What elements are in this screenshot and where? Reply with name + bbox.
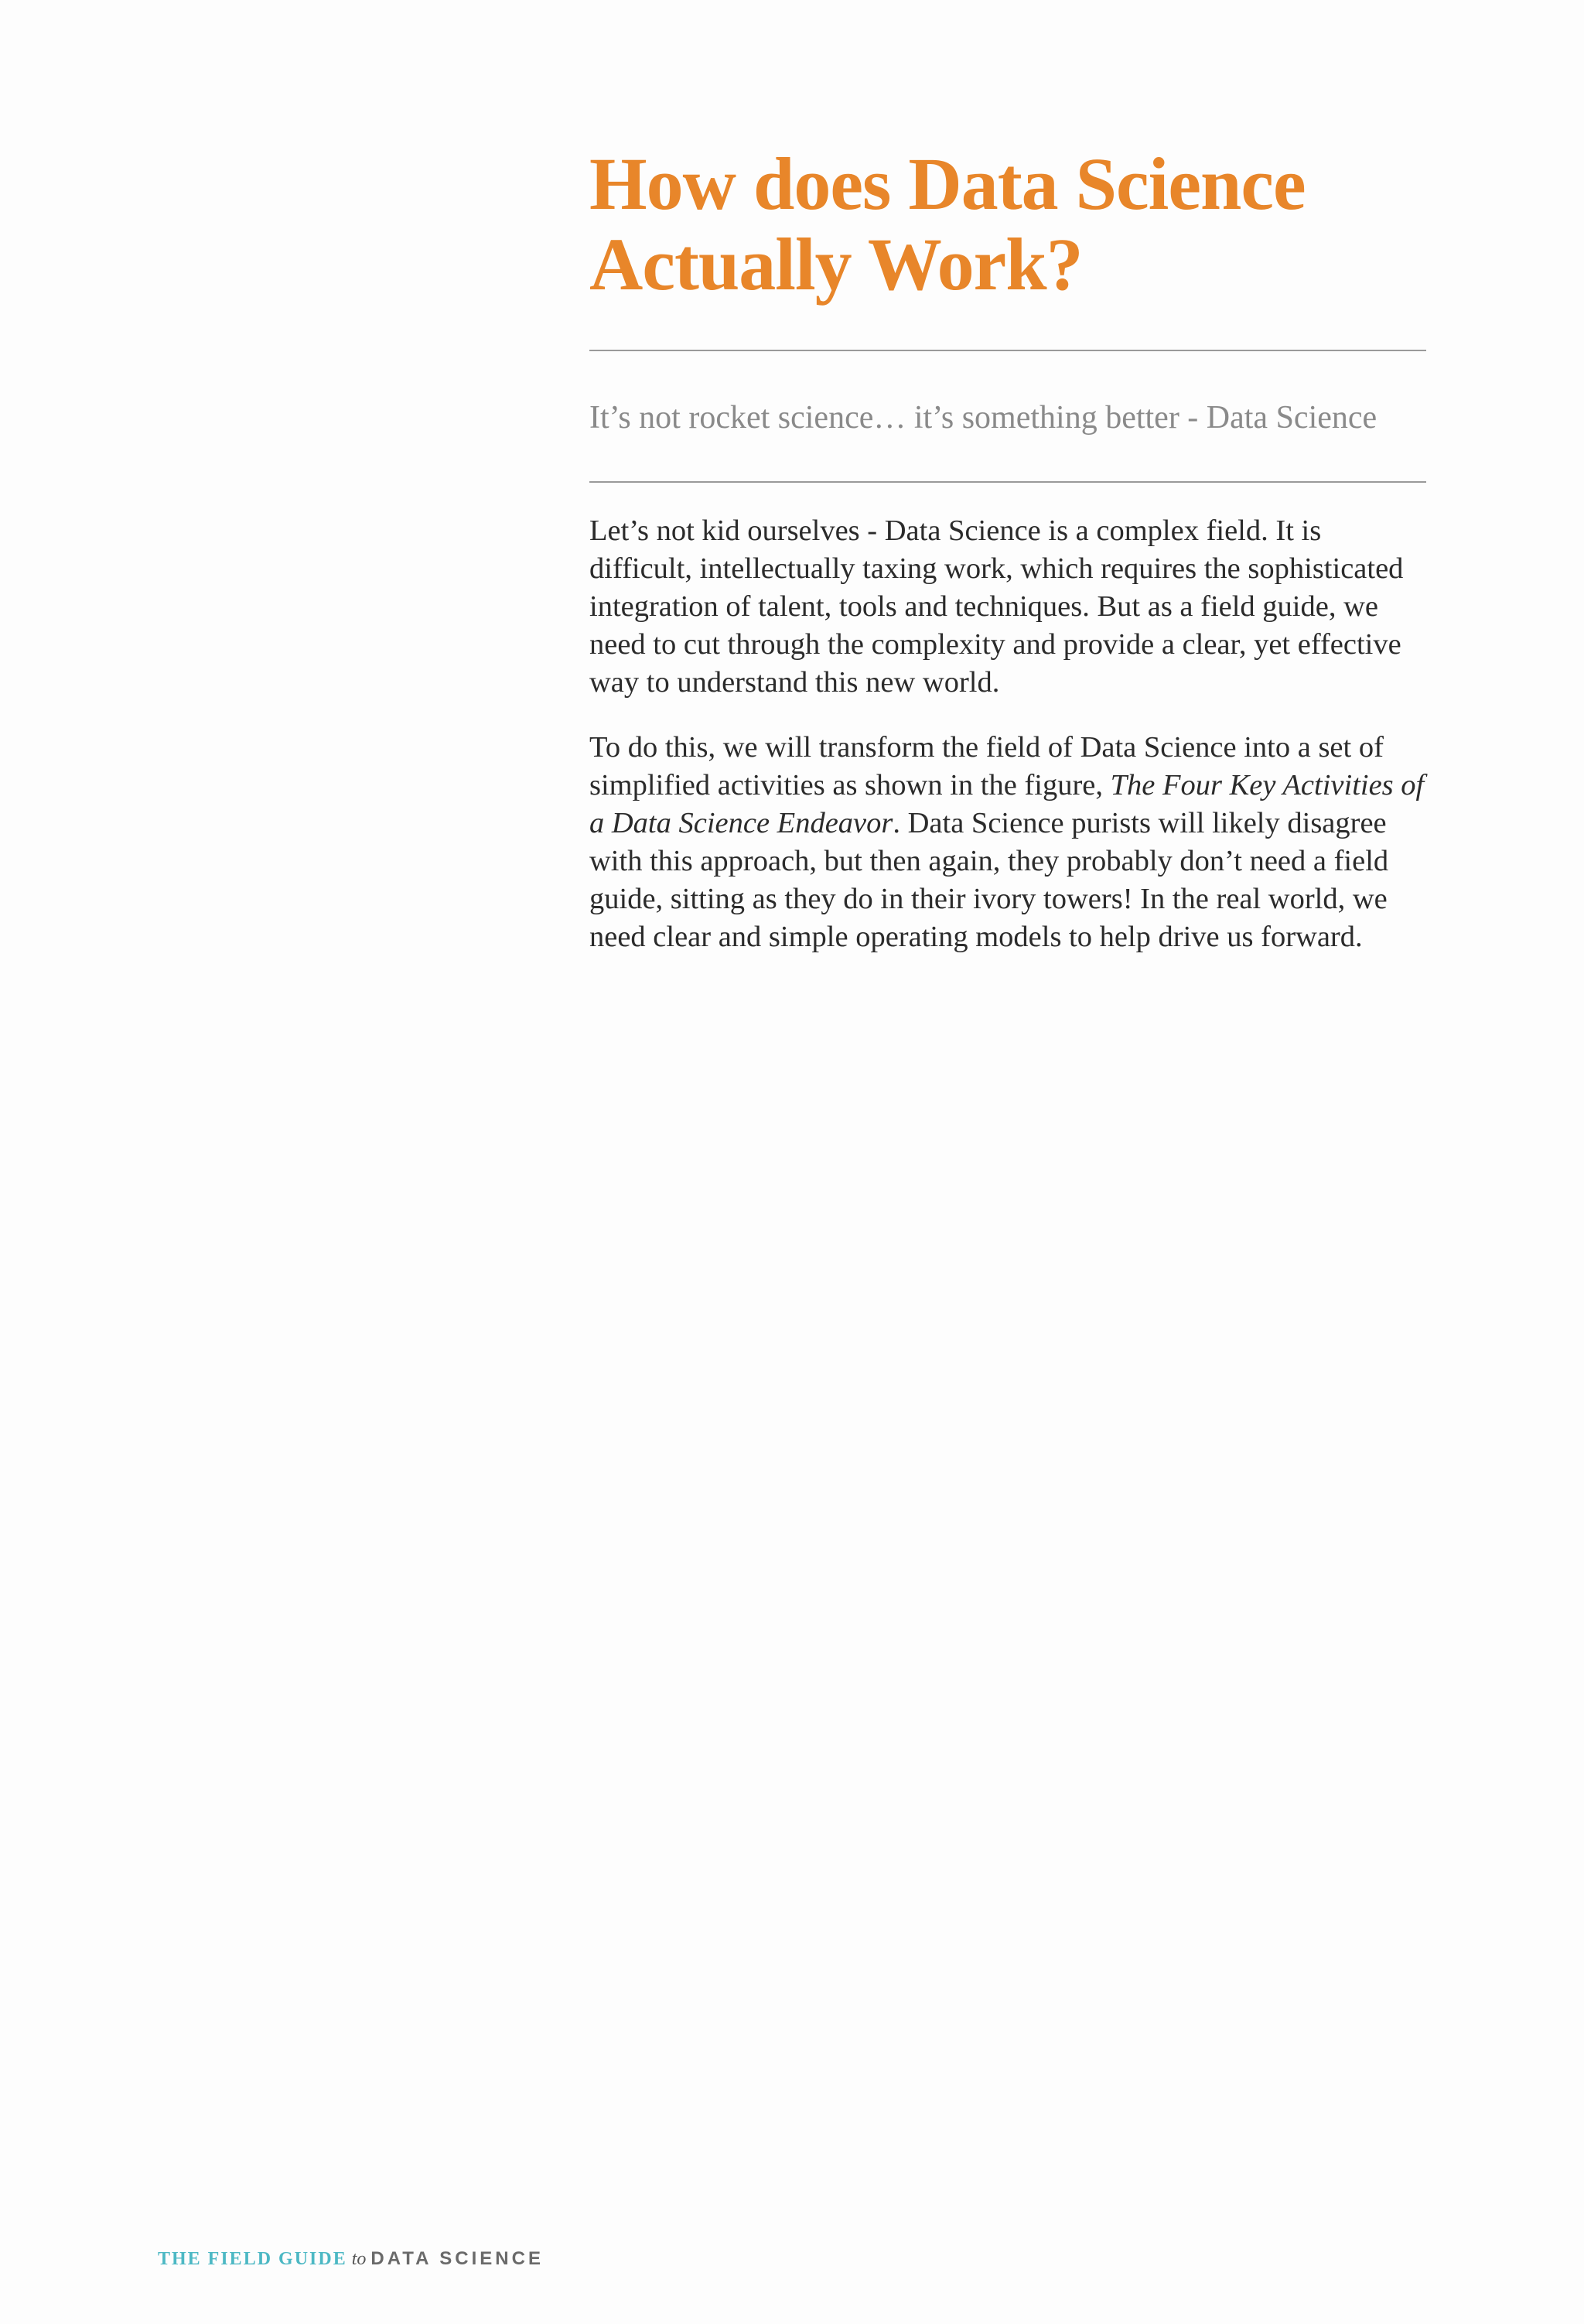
- footer-running-title: [158, 2248, 544, 2270]
- footer-title-part-3: DATA SCIENCE: [370, 2248, 544, 2269]
- paragraph-1: Let’s not kid ourselves - Data Science is a complex field. It is difficult, intellectually taxing work, which requires the sophisticated integration of talent, tools and techniques. But as a field guide, we need to cut through the complexity and provide a clear, yet effective way to understand this new world.: [589, 514, 1404, 699]
- figure-reference: The Four Key Activities of a Data Science Endeavor: [589, 769, 1425, 839]
- main-content: [589, 144, 1426, 956]
- page-title-line-2: Actually Work?: [589, 223, 1083, 306]
- footer-title-part-2: to: [351, 2249, 367, 2269]
- subtitle: It’s not rocket science… it’s something better - Data Science: [589, 400, 1377, 436]
- paragraph-2-text-start: To do this, we will transform the field of Data Science into a set of simplified activities as shown in the figure,: [589, 731, 1384, 801]
- page-title-line-1: How does Data Science: [589, 142, 1306, 225]
- paragraph-2-text-end: . Data Science purists will likely disagree with this approach, but then again, they probably don’t need a field guide, sitting as they do in their ivory towers! In the real world, we need clear and simple operating models to help drive us forward.: [589, 807, 1389, 953]
- paragraph-2: [589, 729, 1426, 956]
- footer-title-part-1: THE FIELD GUIDE: [158, 2249, 347, 2269]
- divider-top: [589, 350, 1426, 351]
- page-title: [589, 144, 1426, 305]
- divider-bottom: [589, 481, 1426, 483]
